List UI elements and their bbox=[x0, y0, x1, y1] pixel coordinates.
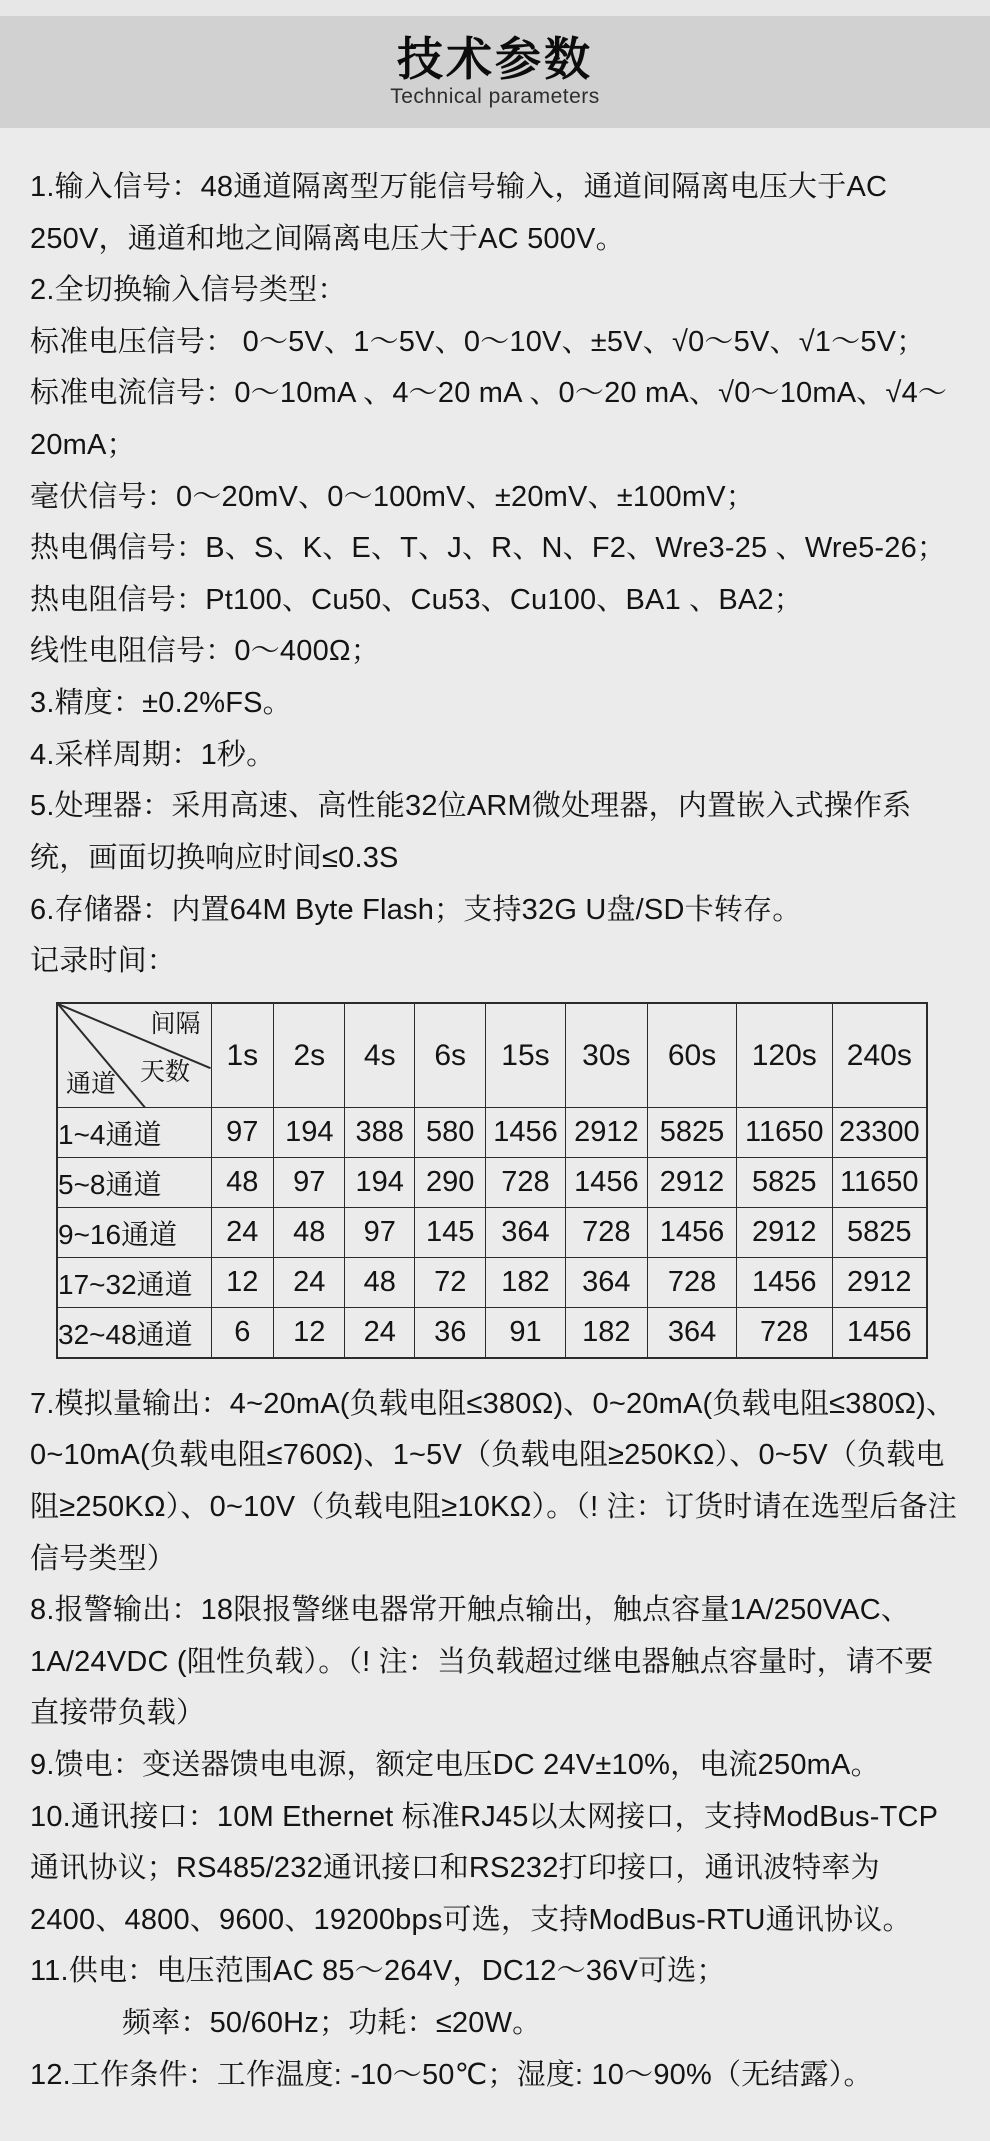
spec-line: 记录时间： bbox=[30, 945, 177, 978]
spec-line: 7.模拟量输出：4~20mA(负载电阻≤380Ω)、0~20mA(负载电阻≤380Ω)、0~10mA(负载电阻≤760Ω)、1~5V（负载电阻≥250KΩ）、0~5V（负载电阻≥250KΩ）、0~10V（负载电阻≥10KΩ）。（! 注：订货时请在选型后备注信号类型） bbox=[30, 1387, 957, 1575]
record-days-cell: 48 bbox=[274, 1208, 345, 1258]
spec-line: 10.通讯接口：10M Ethernet 标准RJ45以太网接口，支持ModBus-TCP通讯协议；RS485/232通讯接口和RS232打印接口，通讯波特率为2400、4800、9600、19200bps可选，支持ModBus-RTU通讯协议。 bbox=[30, 1800, 939, 1936]
record-days-cell: 5825 bbox=[736, 1158, 832, 1208]
spec-line: 12.工作条件：工作温度: -10～50℃；湿度: 10～90%（无结露）。 bbox=[30, 2058, 873, 2091]
channel-row-label: 9~16通道 bbox=[57, 1208, 211, 1258]
record-days-cell: 364 bbox=[565, 1258, 648, 1308]
table-row bbox=[57, 1208, 927, 1258]
record-days-cell: 182 bbox=[565, 1308, 648, 1358]
record-days-cell: 1456 bbox=[486, 1108, 565, 1158]
page-title: 技术参数 bbox=[397, 32, 593, 85]
record-days-cell: 48 bbox=[345, 1258, 415, 1308]
record-days-cell: 72 bbox=[415, 1258, 486, 1308]
record-days-cell: 364 bbox=[486, 1208, 565, 1258]
spec-line: 热电阻信号：Pt100、Cu50、Cu53、Cu100、BA1 、BA2； bbox=[30, 583, 803, 616]
spec-list-before bbox=[30, 162, 962, 988]
record-days-cell: 2912 bbox=[565, 1108, 648, 1158]
record-days-cell: 728 bbox=[486, 1158, 565, 1208]
record-days-cell: 12 bbox=[211, 1258, 274, 1308]
channel-row-label: 17~32通道 bbox=[57, 1258, 211, 1308]
spec-line: 2.全切换输入信号类型： bbox=[30, 274, 347, 307]
record-days-cell: 182 bbox=[486, 1258, 565, 1308]
table-corner-cell bbox=[57, 1003, 211, 1108]
record-days-cell: 2912 bbox=[832, 1258, 927, 1308]
interval-column-header: 2s bbox=[274, 1003, 345, 1108]
record-days-cell: 11650 bbox=[736, 1108, 832, 1158]
table-row bbox=[57, 1108, 927, 1158]
spec-line: 标准电流信号：0～10mA 、4～20 mA 、0～20 mA、√0～10mA、√4～20mA； bbox=[30, 377, 948, 462]
record-days-cell: 97 bbox=[345, 1208, 415, 1258]
spec-line: 毫伏信号：0～20mV、0～100mV、±20mV、±100mV； bbox=[30, 480, 755, 513]
record-days-cell: 728 bbox=[736, 1308, 832, 1358]
record-days-cell: 194 bbox=[274, 1108, 345, 1158]
table-row bbox=[57, 1308, 927, 1358]
page-subtitle: Technical parameters bbox=[390, 85, 600, 109]
spec-line: 5.处理器：采用高速、高性能32位ARM微处理器，内置嵌入式操作系统，画面切换响应时间≤0.3S bbox=[30, 790, 912, 874]
record-time-table bbox=[56, 1002, 928, 1359]
spec-list-after bbox=[30, 1379, 962, 2102]
interval-column-header: 60s bbox=[648, 1003, 737, 1108]
record-days-cell: 388 bbox=[345, 1108, 415, 1158]
record-days-cell: 5825 bbox=[648, 1108, 737, 1158]
spec-line: 9.馈电：变送器馈电电源，额定电压DC 24V±10%，电流250mA。 bbox=[30, 1749, 880, 1782]
channel-row-label: 1~4通道 bbox=[57, 1108, 211, 1158]
interval-column-header: 30s bbox=[565, 1003, 648, 1108]
record-days-cell: 23300 bbox=[832, 1108, 927, 1158]
corner-label-interval: 间隔 bbox=[150, 1009, 201, 1038]
channel-row-label: 32~48通道 bbox=[57, 1308, 211, 1358]
corner-label-days: 天数 bbox=[140, 1057, 191, 1086]
spec-line: 4.采样周期：1秒。 bbox=[30, 738, 276, 771]
spec-content bbox=[0, 128, 990, 2141]
record-days-cell: 24 bbox=[211, 1208, 274, 1258]
record-days-cell: 145 bbox=[415, 1208, 486, 1258]
record-days-cell: 12 bbox=[274, 1308, 345, 1358]
corner-label-channel: 通道 bbox=[66, 1070, 117, 1099]
interval-column-header: 15s bbox=[486, 1003, 565, 1108]
spec-line: 11.供电：电压范围AC 85～264V，DC12～36V可选； bbox=[30, 1955, 726, 1988]
interval-column-header: 120s bbox=[736, 1003, 832, 1108]
record-days-cell: 48 bbox=[211, 1158, 274, 1208]
record-days-cell: 290 bbox=[415, 1158, 486, 1208]
spec-line: 3.精度：±0.2%FS。 bbox=[30, 687, 292, 720]
record-days-cell: 364 bbox=[648, 1308, 737, 1358]
interval-column-header: 4s bbox=[345, 1003, 415, 1108]
table-header-row bbox=[57, 1003, 927, 1108]
record-days-cell: 24 bbox=[274, 1258, 345, 1308]
spec-line: 线性电阻信号：0～400Ω； bbox=[30, 635, 380, 668]
record-days-cell: 6 bbox=[211, 1308, 274, 1358]
record-days-cell: 24 bbox=[345, 1308, 415, 1358]
record-days-cell: 1456 bbox=[648, 1208, 737, 1258]
record-days-cell: 1456 bbox=[736, 1258, 832, 1308]
record-days-cell: 728 bbox=[565, 1208, 648, 1258]
record-days-cell: 1456 bbox=[832, 1308, 927, 1358]
record-days-cell: 580 bbox=[415, 1108, 486, 1158]
interval-column-header: 240s bbox=[832, 1003, 927, 1108]
header-band bbox=[0, 16, 990, 128]
record-days-cell: 2912 bbox=[736, 1208, 832, 1258]
spec-line: 热电偶信号：B、S、K、E、T、J、R、N、F2、Wre3-25 、Wre5-26； bbox=[30, 532, 947, 565]
record-days-cell: 728 bbox=[648, 1258, 737, 1308]
record-days-cell: 5825 bbox=[832, 1208, 927, 1258]
record-days-cell: 11650 bbox=[832, 1158, 927, 1208]
table-row bbox=[57, 1158, 927, 1208]
record-days-cell: 36 bbox=[415, 1308, 486, 1358]
spec-line: 标准电压信号： 0～5V、1～5V、0～10V、±5V、√0～5V、√1～5V； bbox=[30, 325, 926, 358]
channel-row-label: 5~8通道 bbox=[57, 1158, 211, 1208]
record-days-cell: 194 bbox=[345, 1158, 415, 1208]
spec-line: 6.存储器：内置64M Byte Flash；支持32G U盘/SD卡转存。 bbox=[30, 893, 802, 926]
spec-line: 8.报警输出：18限报警继电器常开触点输出，触点容量1A/250VAC、1A/24VDC (阻性负载）。（! 注：当负载超过继电器触点容量时，请不要直接带负载） bbox=[30, 1594, 934, 1730]
record-days-cell: 2912 bbox=[648, 1158, 737, 1208]
record-days-cell: 97 bbox=[211, 1108, 274, 1158]
top-strip bbox=[0, 0, 990, 16]
interval-column-header: 1s bbox=[211, 1003, 274, 1108]
record-days-cell: 97 bbox=[274, 1158, 345, 1208]
spec-line: 频率：50/60Hz；功耗：≤20W。 bbox=[122, 2007, 542, 2040]
table-row bbox=[57, 1258, 927, 1308]
spec-line: 1.输入信号：48通道隔离型万能信号输入，通道间隔离电压大于AC 250V，通道和地之间隔离电压大于AC 500V。 bbox=[30, 171, 888, 255]
interval-column-header: 6s bbox=[415, 1003, 486, 1108]
record-days-cell: 1456 bbox=[565, 1158, 648, 1208]
record-days-cell: 91 bbox=[486, 1308, 565, 1358]
